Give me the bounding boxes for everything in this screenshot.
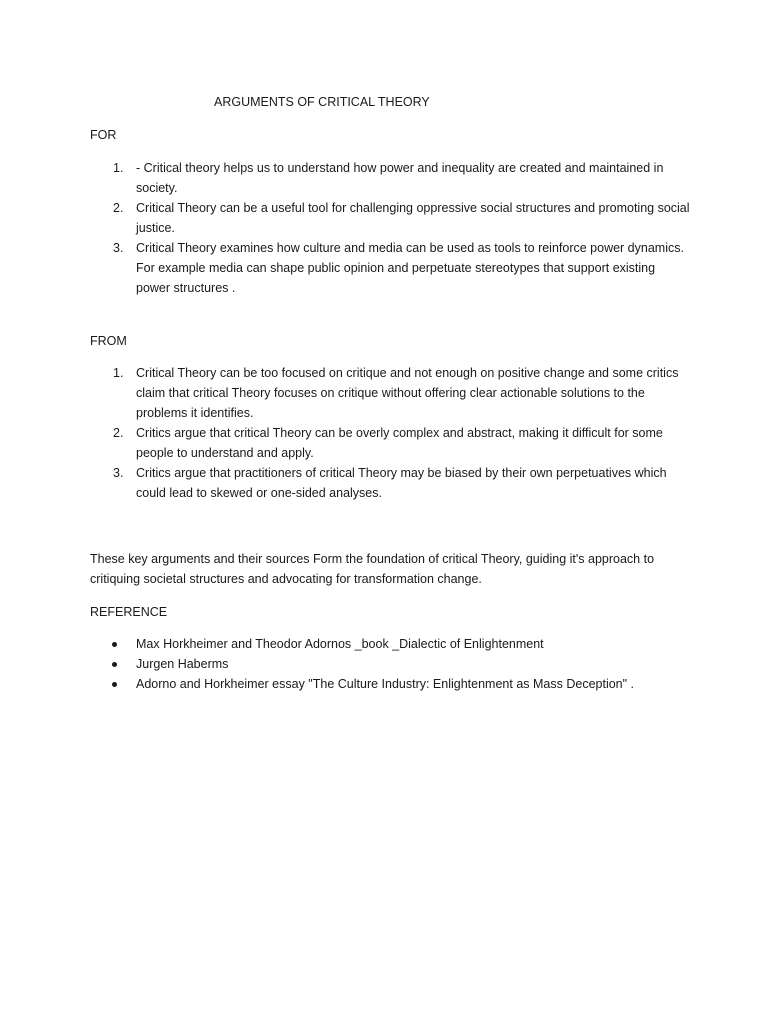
reference-item: [90, 674, 690, 694]
list-item: [90, 238, 690, 298]
for-arguments-list: [90, 158, 690, 298]
list-item-number: 3.: [113, 466, 124, 480]
reference-item: [90, 634, 690, 654]
reference-item-text: Jurgen Haberms: [136, 657, 229, 671]
list-item: [90, 198, 690, 238]
list-item: [90, 363, 690, 423]
document-title: ARGUMENTS OF CRITICAL THEORY: [214, 95, 430, 109]
bullet-icon: [112, 642, 117, 647]
list-item-number: 2.: [113, 201, 124, 215]
list-item-text: - Critical theory helps us to understand how power and inequality are created and maintained in society.: [136, 161, 664, 195]
summary-paragraph: These key arguments and their sources Form the foundation of critical Theory, guiding it's approach to critiquing societal structures and advocating for transformation change.: [90, 552, 655, 586]
list-item: [90, 423, 690, 463]
reference-list: [90, 634, 690, 694]
list-item-number: 1.: [113, 161, 124, 175]
list-item-number: 1.: [113, 366, 124, 380]
reference-item-text: Adorno and Horkheimer essay "The Culture Industry: Enlightenment as Mass Deception" .: [136, 677, 635, 691]
list-item: [90, 158, 690, 198]
list-item-text: Critics argue that critical Theory can be overly complex and abstract, making it difficult for some people to understand and apply.: [136, 426, 663, 460]
list-item-text: Critical Theory can be a useful tool for challenging oppressive social structures and promoting social justice.: [136, 201, 690, 235]
for-heading: FOR: [90, 128, 117, 142]
bullet-icon: [112, 682, 117, 687]
reference-item-text: Max Horkheimer and Theodor Adornos _book _Dialectic of Enlightenment: [136, 637, 544, 651]
reference-heading: REFERENCE: [90, 605, 168, 619]
bullet-icon: [112, 662, 117, 667]
from-arguments-list: [90, 363, 690, 503]
list-item-number: 3.: [113, 241, 124, 255]
from-heading: FROM: [90, 334, 127, 348]
list-item: [90, 463, 690, 503]
list-item-text: Critical Theory can be too focused on critique and not enough on positive change and some critics claim that critical Theory focuses on critique without offering clear actionable solutions to the problems it identifies.: [136, 366, 679, 420]
list-item-text: Critical Theory examines how culture and media can be used as tools to reinforce power dynamics. For example media can shape public opinion and perpetuate stereotypes that support existing power structures .: [136, 241, 684, 295]
list-item-text: Critics argue that practitioners of critical Theory may be biased by their own perpetuatives which could lead to skewed or one-sided analyses.: [136, 466, 667, 500]
list-item-number: 2.: [113, 426, 124, 440]
reference-item: [90, 654, 690, 674]
